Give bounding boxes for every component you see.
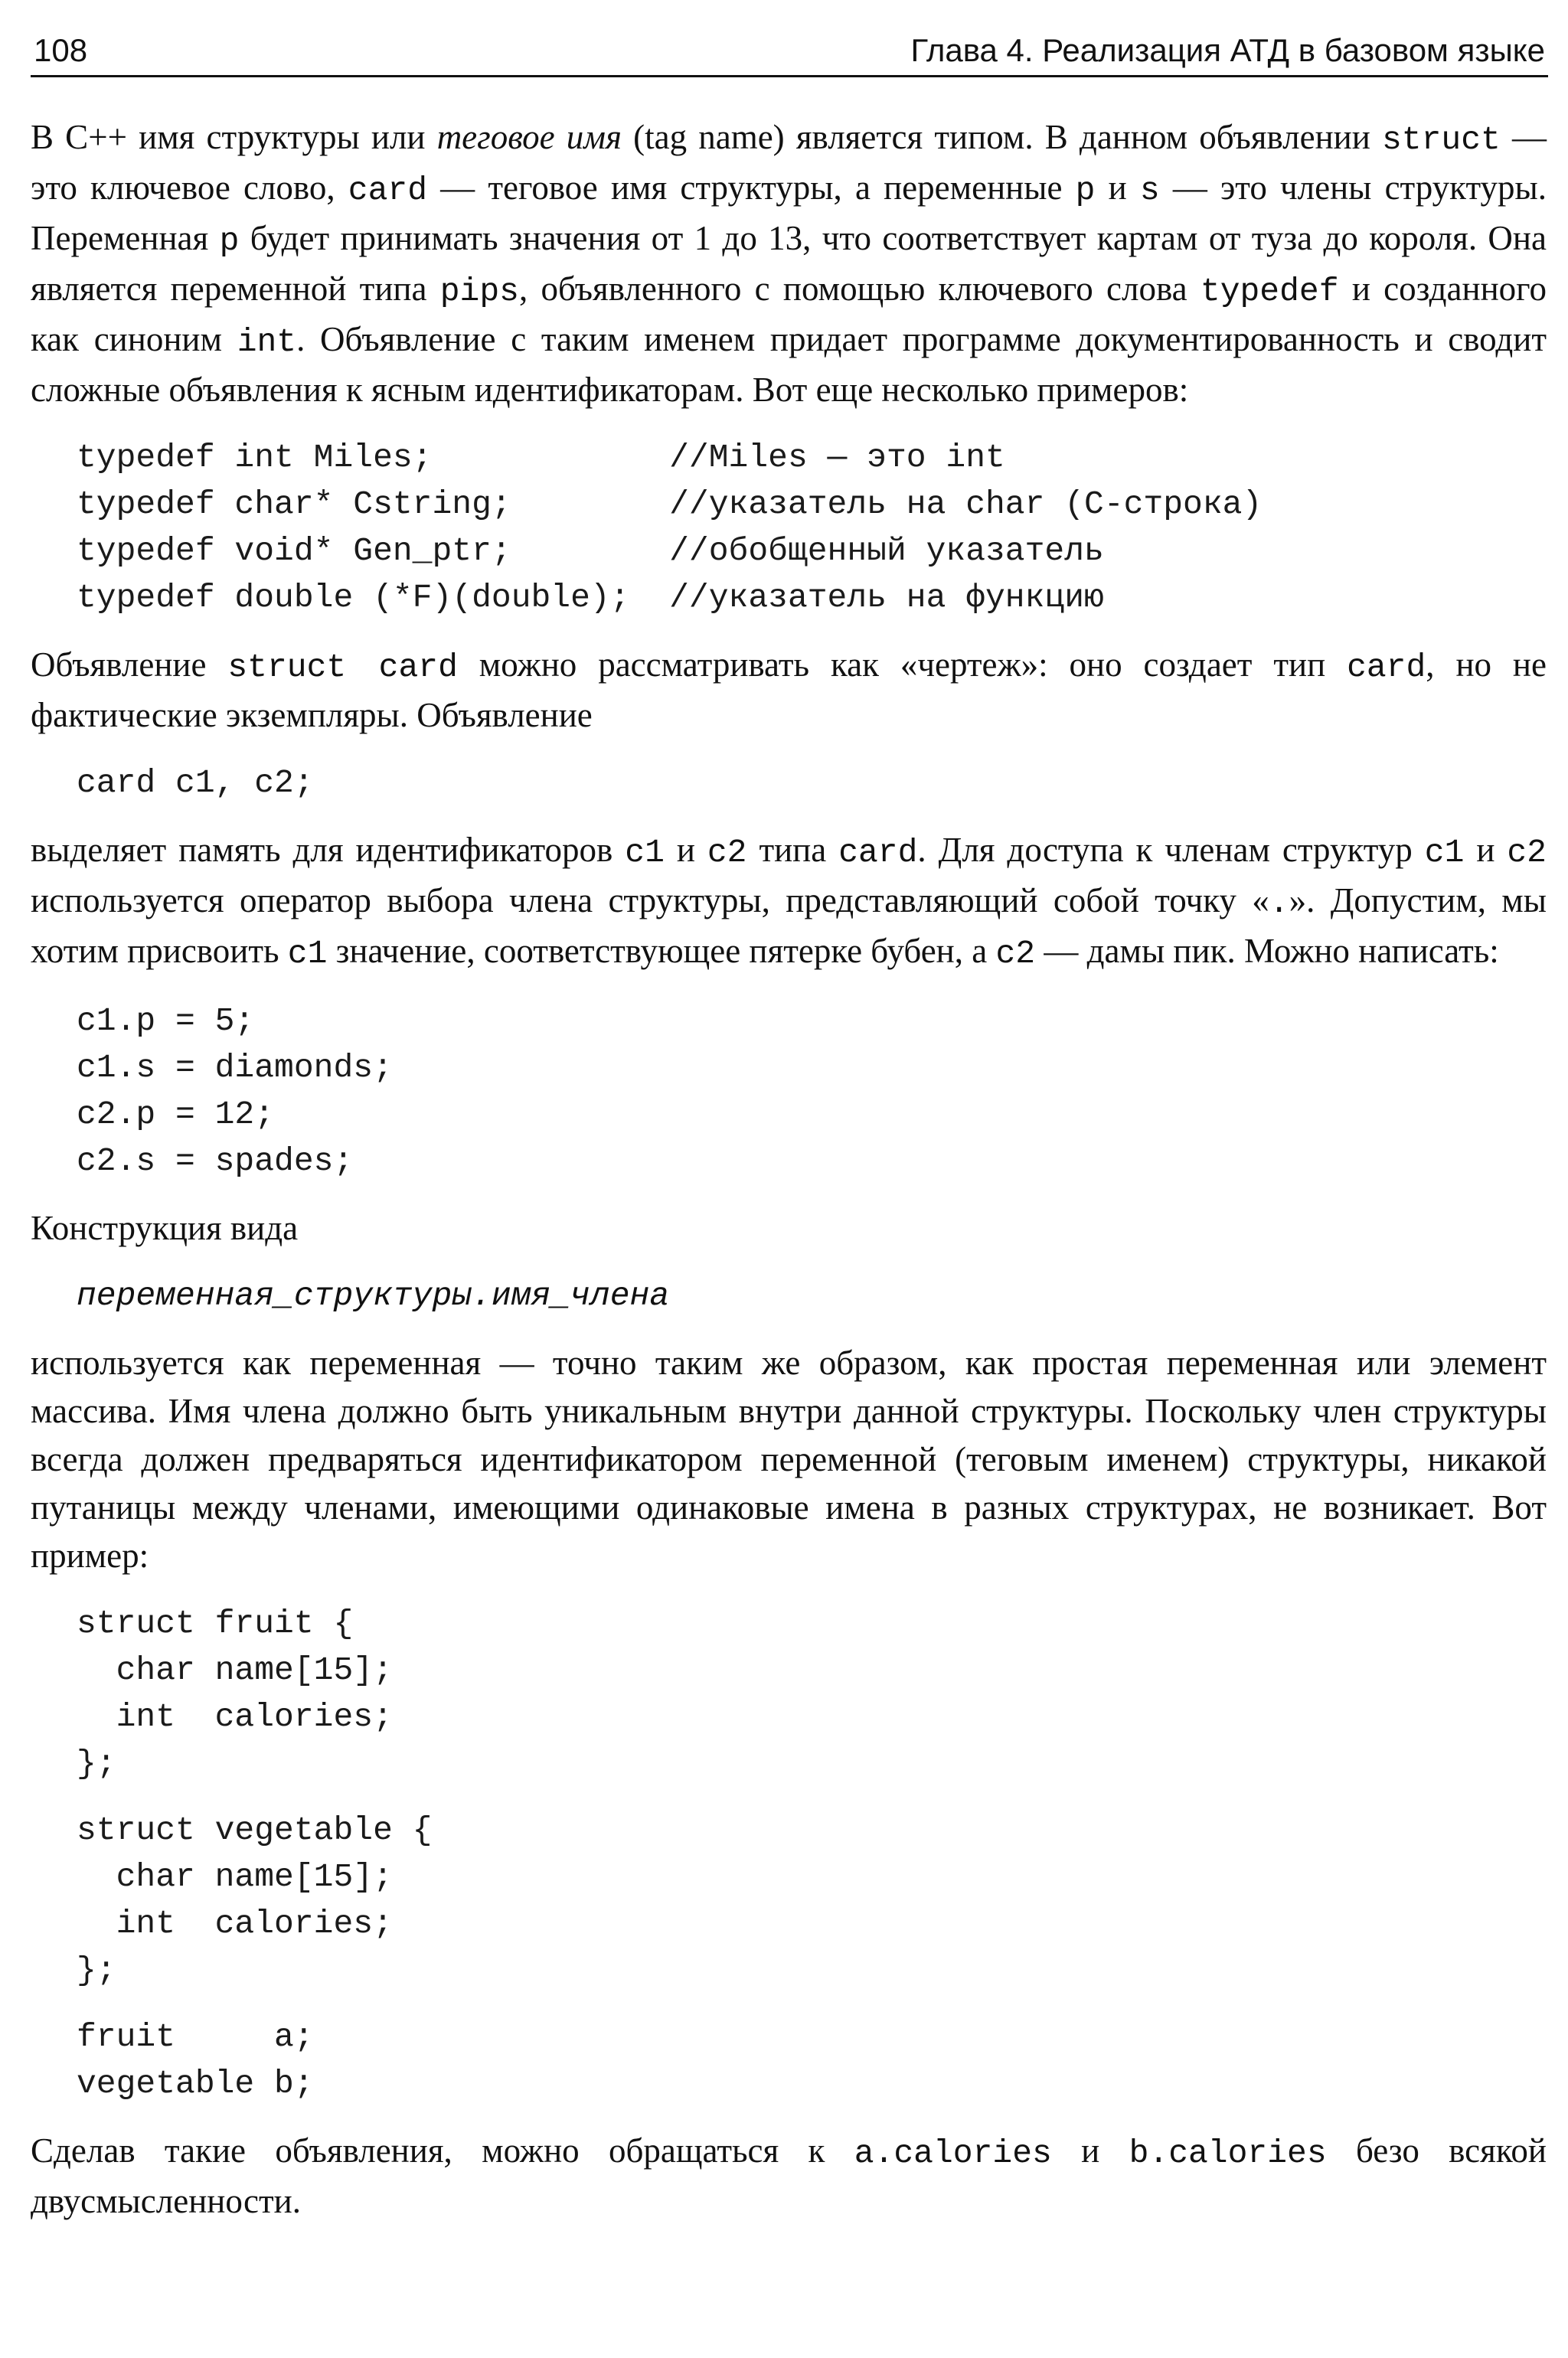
code-block-typedefs [31,434,1547,621]
inline-code: a.calories [854,2134,1052,2172]
code-line: char name[15]; [77,1651,393,1689]
code-line: }; [77,1951,116,1989]
paragraph-conclusion: Сделав такие объявления, можно обращаться к a.calories и b.calories безо всякой двусмысленности. [31,2131,1547,2220]
code-block-fruit [31,1600,1547,1787]
code-line: fruit a; [77,2018,314,2056]
inline-code: pips [439,273,519,310]
code-line: vegetable b; [77,2065,314,2102]
inline-code: c2 [707,834,747,871]
inline-code: c1 [625,834,665,871]
code-line: typedef int Miles; //Miles — это int [77,439,1005,476]
code-block-card [31,759,1547,806]
inline-code: b.calories [1129,2134,1327,2172]
paragraph-member-names: используется как переменная — точно таким же образом, как простая переменная или элемент массива. Имя члена должно быть уникальным внутри данной структуры. Поскольку член структуры всегда должен предваряться идентификатором переменной (теговым именем) структуры, никакой путаницы между членами, имеющими одинаковые имена в разных структурах, не возникает. Вот пример: [31,1344,1547,1575]
paragraph-struct-card: Объявление struct card можно рассматривать как «чертеж»: оно создает тип card, но не фактические экземпляры. Объявление [31,645,1547,734]
inline-code: p [1075,171,1096,209]
code-line: struct vegetable { [77,1811,433,1849]
code-block-vegetable [31,1807,1547,1994]
code-line: char name[15]; [77,1858,393,1896]
code-line: c2.s = spades; [77,1142,354,1180]
page-number: 108 [34,32,88,68]
code-line: typedef void* Gen_ptr; //обобщенный указатель [77,532,1104,570]
inline-code: card [838,834,918,871]
code-line: переменная_структуры.имя_члена [77,1277,670,1315]
code-line: c1.p = 5; [77,1002,255,1040]
inline-code: s [1139,171,1160,209]
inline-code: struct [1382,121,1501,158]
running-header [31,29,1548,77]
inline-code: p [219,222,240,260]
code-line: card c1, c2; [77,764,314,802]
inline-code: c1 [1424,834,1465,871]
code-line: c2.p = 12; [77,1096,275,1133]
code-line: struct fruit { [77,1605,354,1642]
inline-code: c2 [995,935,1036,972]
code-line: typedef double (*F)(double); //указатель на функцию [77,579,1104,616]
code-block-vars [31,2013,1547,2107]
paragraph-construct: Конструкция вида [31,1209,299,1247]
code-line: int calories; [77,1698,393,1736]
code-line: }; [77,1745,116,1782]
inline-code: c1 [287,935,328,972]
term-italic: теговое имя [436,118,622,156]
inline-code: struct card [227,648,458,686]
inline-code: c2 [1507,834,1547,871]
inline-code: card [1347,648,1426,686]
code-block-assign [31,998,1547,1184]
paragraph-member-access: выделяет память для идентификаторов c1 и c2 типа card. Для доступа к членам структур c1 и c2 используется оператор выбора члена структуры, представляющий собой точку «.». Допустим, мы хотим присвоить c1 значение, соответствующее пятерке бубен, а c2 — дамы пик. Можно написать: [31,831,1547,972]
inline-code: . [1269,884,1289,922]
inline-code: int [237,323,297,361]
code-line: c1.s = diamonds; [77,1049,393,1086]
inline-code: typedef [1200,273,1339,310]
paragraph-tag-name: В С++ имя структуры или теговое имя (tag name) является типом. В данном объявлении struct — это ключевое слово, card — теговое имя структуры, а переменные p и s — это члены структуры. Переменная p будет принимать значения от 1 до 13, что соответствует картам от туза до короля. Она является переменной типа pips, объявленного с помощью ключевого слова typedef и созданного как синоним int. Объявление с таким именем придает программе документированность и сводит сложные объявления к ясным идентификаторам. Вот еще несколько примеров: [31,118,1547,409]
code-block-construct [31,1272,1547,1319]
code-line: typedef char* Cstring; //указатель на char (C-строка) [77,485,1263,523]
page-body [31,113,1547,2226]
chapter-title: Глава 4. Реализация АТД в базовом языке [910,32,1545,68]
inline-code: card [348,171,428,209]
code-line: int calories; [77,1905,393,1942]
